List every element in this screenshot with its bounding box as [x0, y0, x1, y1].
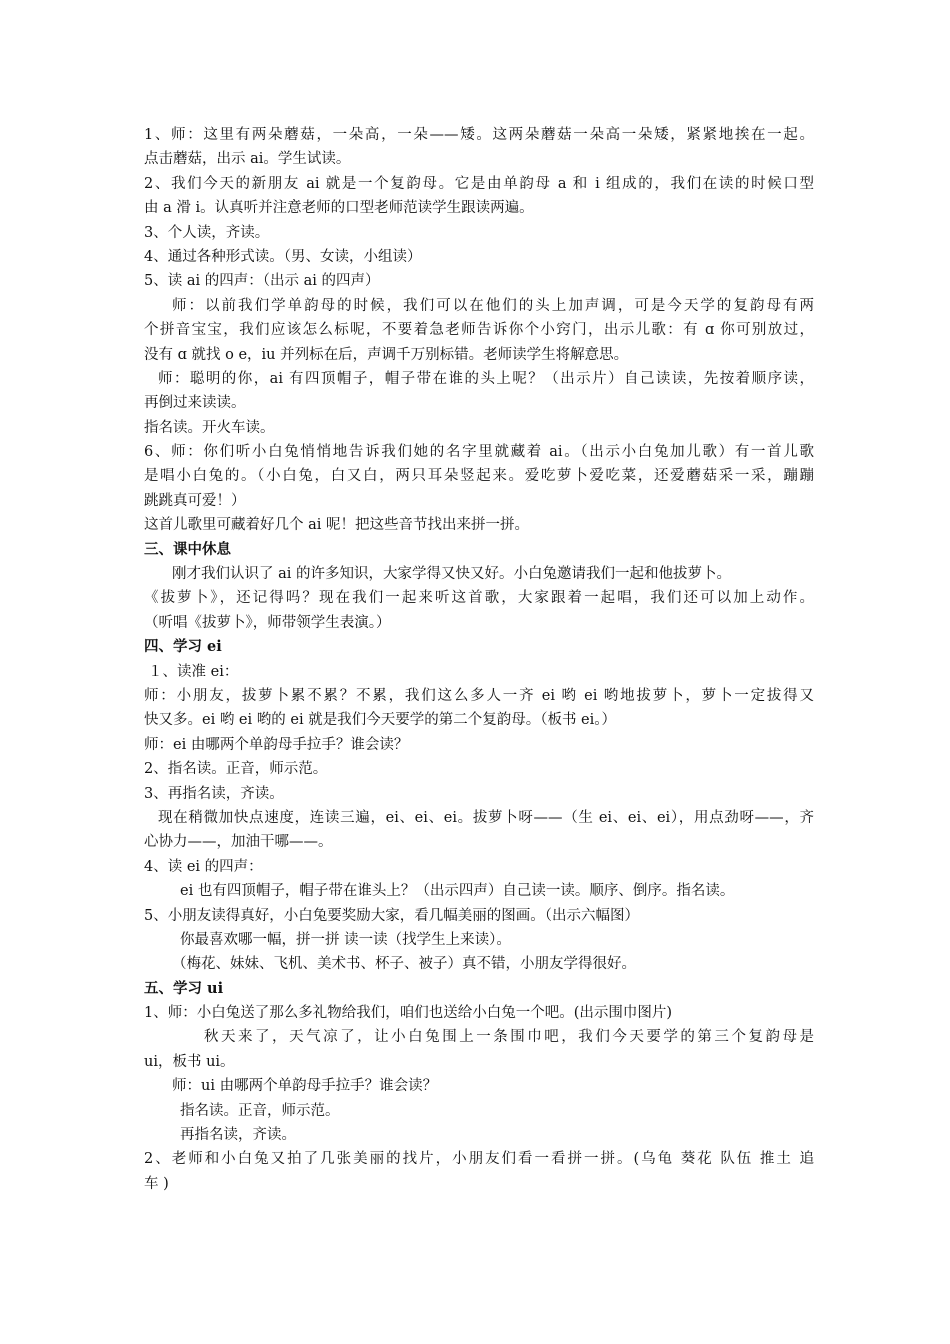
- section-heading: 五、学习 ui: [144, 979, 224, 997]
- text-line: （梅花、妹妹、飞机、美术书、杯子、被子）真不错，小朋友学得很好。: [172, 956, 636, 973]
- document-page: [144, 123, 814, 1196]
- text-line: 师：ui 由哪两个单韵母手拉手？谁会读？: [172, 1078, 438, 1095]
- text-line: 再倒过来读读。: [144, 395, 246, 412]
- text-line: 5、小朋友读得真好，小白兔要奖励大家，看几幅美丽的图画。（出示六幅图）: [144, 907, 639, 924]
- section-heading: 四、学习 ei: [144, 638, 222, 656]
- section-heading: 三、课中休息: [144, 540, 231, 558]
- text-line: 刚才我们认识了 ai 的许多知识，大家学得又快又好。小白兔邀请我们一起和他拔萝卜。: [172, 566, 731, 583]
- text-line: 是唱小白兔的。（小白兔，白又白，两只耳朵竖起来。爱吃萝卜爱吃菜，还爱蘑菇采一采，蹦蹦: [144, 468, 814, 485]
- text-line: 你最喜欢哪一幅，拼一拼 读一读（找学生上来读）。: [180, 931, 511, 948]
- text-line: 秋天来了，天气凉了，让小白兔围上一条围巾吧，我们今天要学的第三个复韵母是: [204, 1029, 814, 1046]
- text-line: 指名读。开火车读。: [144, 419, 275, 436]
- text-line: 没有 ɑ 就找 o e，iu 并列标在后，声调千万别标错。老师读学生将解意思。: [144, 346, 629, 363]
- text-line: 跳跳真可爱！）: [144, 492, 246, 509]
- text-line: 2、老师和小白兔又拍了几张美丽的找片，小朋友们看一看拼一拼。(乌龟 葵花 队伍 推土 追: [144, 1151, 814, 1168]
- text-line: ei 也有四顶帽子，帽子带在谁头上？（出示四声）自己读一读。顺序、倒序。指名读。: [180, 883, 735, 900]
- text-line: 3、个人读，齐读。: [144, 224, 270, 241]
- text-line: 《拔萝卜》，还记得吗？现在我们一起来听这首歌，大家跟着一起唱，我们还可以加上动作。: [144, 590, 814, 607]
- text-line: 5、读 ai 的四声：（出示 ai 的四声）: [144, 273, 380, 290]
- text-line: 6、师：你们听小白兔悄悄地告诉我们她的名字里就藏着 ai。（出示小白兔加儿歌）有一首儿歌: [144, 444, 814, 461]
- text-line: 3、再指名读，齐读。: [144, 785, 284, 802]
- text-line: 个拼音宝宝，我们应该怎么标呢，不要着急老师告诉你个小窍门，出示儿歌：有 ɑ 你可别放过，: [144, 322, 814, 339]
- text-line: 1、师：小白兔送了那么多礼物给我们，咱们也送给小白兔一个吧。(出示围巾图片): [144, 1005, 673, 1022]
- text-line: 师：以前我们学单韵母的时候，我们可以在他们的头上加声调，可是今天学的复韵母有两: [172, 297, 814, 314]
- text-line: 由 a 滑 i。认真听并注意老师的口型老师范读学生跟读两遍。: [144, 200, 534, 217]
- text-line: １、读准 ei：: [148, 663, 239, 680]
- text-line: 1、师：这里有两朵蘑菇，一朵高，一朵——矮。这两朵蘑菇一朵高一朵矮，紧紧地挨在一起。: [144, 127, 814, 143]
- text-line: （听唱《拔萝卜》，师带领学生表演。）: [144, 614, 391, 631]
- text-line: 快又多。ei 哟 ei 哟的 ei 就是我们今天要学的第二个复韵母。（板书 ei。）: [144, 712, 617, 729]
- text-line: 师：聪明的你，ai 有四顶帽子，帽子带在谁的头上呢？（出示片）自己读读，先按着顺序读，: [158, 370, 814, 387]
- text-line: 2、我们今天的新朋友 ai 就是一个复韵母。它是由单韵母 a 和 i 组成的，我们在读的时候口型: [144, 175, 814, 192]
- text-line: 师：小朋友，拔萝卜累不累？不累，我们这么多人一齐 ei 哟 ei 哟地拔萝卜，萝卜一定拔得又: [144, 687, 814, 704]
- text-line: ui，板书 ui。: [144, 1053, 235, 1070]
- text-line: 4、通过各种形式读。（男、女读，小组读）: [144, 248, 422, 265]
- text-line: 心协力——，加油干哪——。: [144, 834, 333, 851]
- text-line: 4、读 ei 的四声：: [144, 858, 263, 875]
- text-line: 2、指名读。正音，师示范。: [144, 761, 328, 778]
- text-line: 现在稍微加快点速度，连读三遍，ei、ei、ei。拔萝卜呀——（生 ei、ei、ei），用点劲呀——，齐: [158, 809, 814, 826]
- text-line: 这首儿歌里可藏着好几个 ai 呢！把这些音节找出来拼一拼。: [144, 517, 529, 534]
- text-line: 车 ): [144, 1175, 169, 1192]
- text-line: 再指名读，齐读。: [180, 1127, 296, 1144]
- text-line: 点击蘑菇，出示 ai。学生试读。: [144, 151, 351, 168]
- text-line: 师：ei 由哪两个单韵母手拉手？谁会读？: [144, 736, 409, 753]
- text-line: 指名读。正音，师示范。: [180, 1102, 340, 1119]
